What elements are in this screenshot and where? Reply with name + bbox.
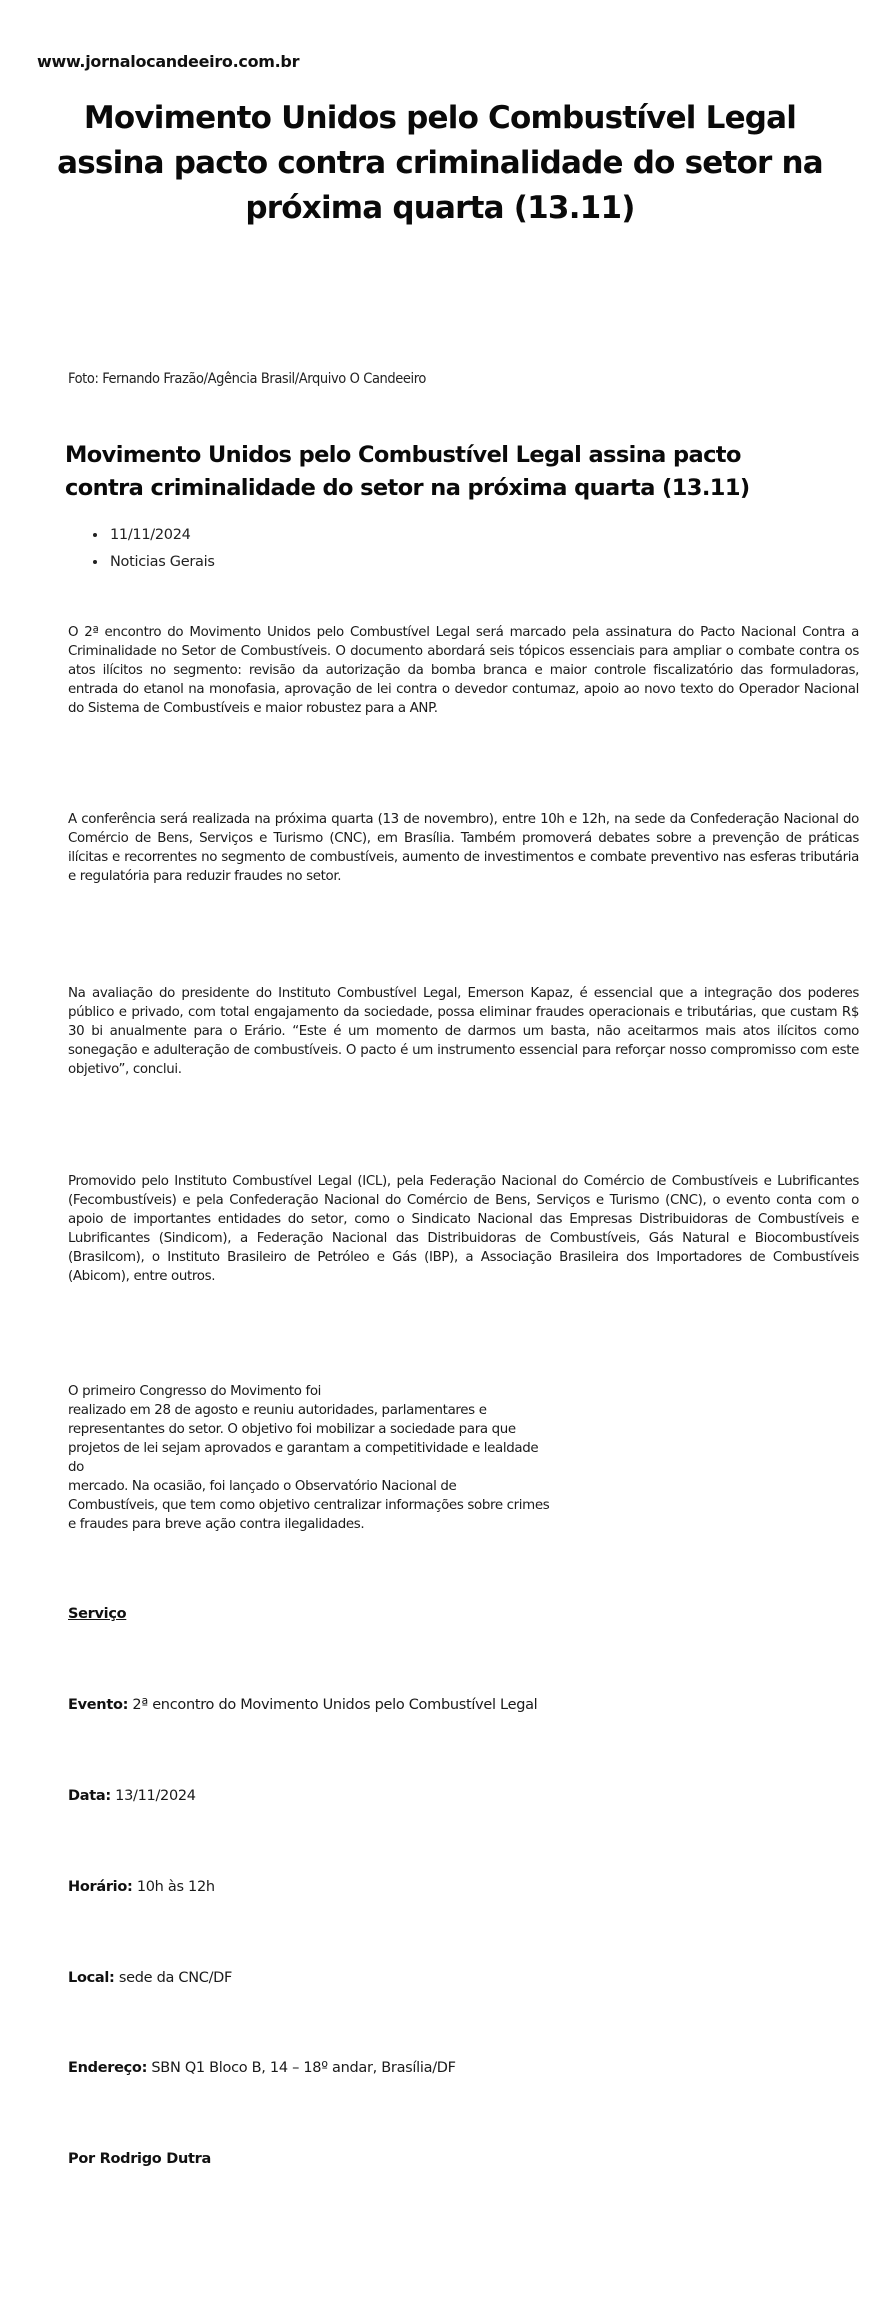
service-item-time [68, 1879, 215, 1895]
article-meta-list [84, 522, 215, 576]
article-heading: Movimento Unidos pelo Combustível Legal assina pacto contra criminalidade do setor na próxima quarta (13.11) [65, 442, 750, 501]
article-paragraph: Promovido pelo Instituto Combustível Legal (ICL), pela Federação Nacional do Comércio de Combustíveis e Lubrificantes (Fecombustíveis) e pela Confederação Nacional do Comércio de Bens, Serviços e Turismo (CNC), o evento conta com o apoio de importantes entidades do setor, como o Sindicato Nacional das Empresas Distribuidoras de Combustíveis e Lubrificantes (Sindicom), a Federação Nacional das Distribuidoras de Combustíveis, Gás Natural e Biocombustíveis (Brasilcom), o Instituto Brasileiro de Petróleo e Gás (IBP), a Associação Brasileira dos Importadores de Combustíveis (Abicom), entre outros. [68, 1174, 859, 1284]
service-value: SBN Q1 Bloco B, 14 – 18º andar, Brasília/DF [151, 2060, 456, 2076]
service-value: 2ª encontro do Movimento Unidos pelo Combustível Legal [132, 1697, 538, 1713]
article-image-placeholder [60, 230, 820, 350]
meta-date: • 11/11/2024 [108, 522, 215, 549]
service-label: Evento: [68, 1697, 129, 1713]
article-paragraph: A conferência será realizada na próxima quarta (13 de novembro), entre 10h e 12h, na sede da Confederação Nacional do Comércio de Bens, Serviços e Turismo (CNC), em Brasília. Também promoverá debates sobre a prevenção de práticas ilícitas e recorrentes no segmento de combustíveis, aumento de investimentos e combate preventivo nas esferas tributária e regulatória para reduzir fraudes no setor. [68, 812, 859, 884]
service-value: sede da CNC/DF [118, 1970, 233, 1986]
service-label: Endereço: [68, 2060, 148, 2076]
article-paragraph: Na avaliação do presidente do Instituto Combustível Legal, Emerson Kapaz, é essencial que a integração dos poderes público e privado, com total engajamento da sociedade, possa eliminar fraudes operacionais e tributárias, que custam R$ 30 bi anualmente para o Erário. “Este é um momento de darmos um basta, não aceitarmos mais atos ilícitos como sonegação e adulteração de combustíveis. O pacto é um instrumento essencial para reforçar nosso compromisso com este objetivo”, conclui. [68, 986, 859, 1077]
article-paragraph: O primeiro Congresso do Movimento foi realizado em 28 de agosto e reuniu autoridades, parlamentares e representantes do setor. O objetivo foi mobilizar a sociedade para que projetos de lei sejam aprovados e garantam a competitividade e lealdade do mercado. Na ocasião, foi lançado o Observatório Nacional de Combustíveis, que tem como objetivo centralizar informações sobre crimes e fraudes para breve ação contra ilegalidades. [68, 1384, 550, 1532]
service-value: 13/11/2024 [115, 1788, 196, 1804]
meta-category[interactable]: • Noticias Gerais [108, 549, 215, 576]
author-byline: Por Rodrigo Dutra [68, 2151, 211, 2167]
service-item-location [68, 1970, 232, 1986]
service-value: 10h às 12h [136, 1879, 215, 1895]
service-label: Horário: [68, 1879, 133, 1895]
service-item-address [68, 2060, 456, 2076]
main-title: Movimento Unidos pelo Combustível Legal assina pacto contra criminalidade do setor na próxima quarta (13.11) [57, 100, 823, 226]
article-paragraph: O 2ª encontro do Movimento Unidos pelo Combustível Legal será marcado pela assinatura do Pacto Nacional Contra a Criminalidade no Setor de Combustíveis. O documento abordará seis tópicos essenciais para ampliar o combate contra os atos ilícitos no segmento: revisão da autorização da bomba branca e maior controle fiscalizatório das formuladoras, entrada do etanol na monofasia, aprovação de lei contra o devedor contumaz, apoio ao novo texto do Operador Nacional do Sistema de Combustíveis e maior robustez para a ANP. [68, 625, 859, 716]
service-heading: Serviço [68, 1606, 127, 1622]
site-url-link[interactable]: www.jornalocandeeiro.com.br [37, 52, 300, 71]
service-label: Local: [68, 1970, 115, 1986]
service-label: Data: [68, 1788, 111, 1804]
service-item-date [68, 1788, 196, 1804]
service-item-event [68, 1697, 537, 1713]
photo-caption: Foto: Fernando Frazão/Agência Brasil/Arquivo O Candeeiro [68, 371, 426, 387]
